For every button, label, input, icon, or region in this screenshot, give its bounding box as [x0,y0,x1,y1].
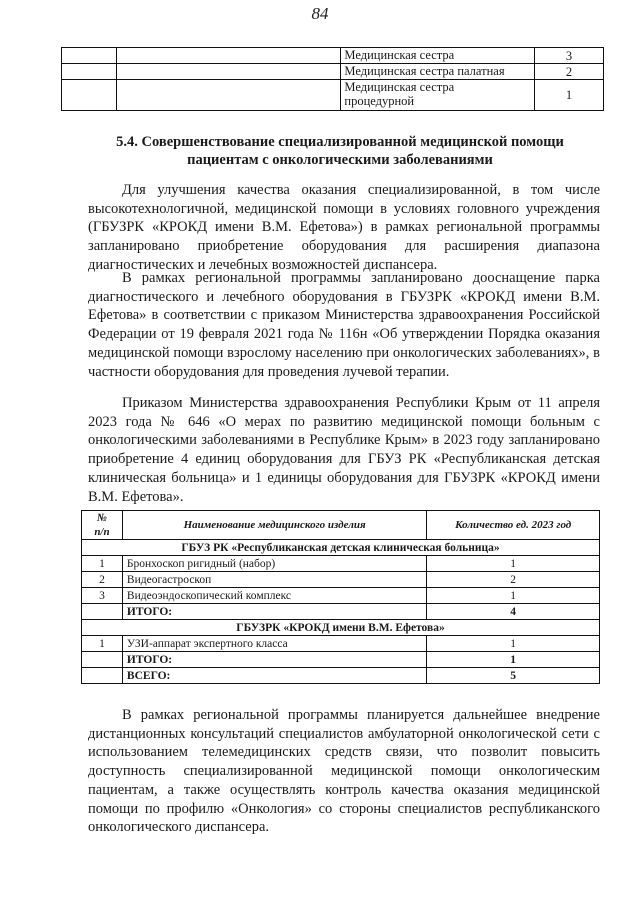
org-row [82,620,600,636]
row-number: 3 [82,588,123,604]
num-header [82,511,123,540]
table-row [82,636,600,652]
paragraph: Приказом Министерства здравоохранения Республики Крым от 11 апреля 2023 года № 646 «О мерах по развитию медицинской помощи больным с онкологическими заболеваниями в Республике Крым» в 2023 году запланировано приобретение 4 единиц оборудования для ГБУЗ РК «Республиканская детская клиническая больница» и 1 единицы оборудования для ГБУЗРК «КРОКД имени В.М. Ефетова». [88,395,600,505]
empty-cell [82,668,123,684]
empty-cell [62,80,117,111]
empty-cell [116,80,341,111]
item-qty: 2 [427,572,600,588]
table-row [82,588,600,604]
row-number: 1 [82,636,123,652]
item-qty: 1 [427,636,600,652]
num-header-line: № [96,512,107,524]
table-row [62,80,604,111]
grand-total-label: ВСЕГО: [122,668,426,684]
empty-cell [62,64,117,80]
grand-total-row [82,668,600,684]
empty-cell [82,604,123,620]
item-name: Видеогастроскоп [122,572,426,588]
item-name: УЗИ-аппарат экспертного класса [122,636,426,652]
item-name: Видеоэндоскопический комплекс [122,588,426,604]
total-row [82,652,600,668]
total-label: ИТОГО: [122,652,426,668]
section-title [80,133,600,169]
total-label: ИТОГО: [122,604,426,620]
section-title-line: пациентам с онкологическими заболеваниями [187,152,493,168]
empty-cell [116,48,341,64]
equipment-table [81,510,600,684]
paragraph: В рамках региональной программы планируется дальнейшее внедрение дистанционных консультаций специалистов амбулаторной онкологической сети с использованием телемедицинских средств связи, что позволит повысить доступность специализированной медицинской помощи онкологическим пациентам, а также осуществлять контроль качества оказания медицинской помощи по профилю «Онкология» со стороны специалистов республиканского онкологического диспансера. [88,707,600,836]
table-row [82,556,600,572]
item-qty: 1 [427,588,600,604]
role-line: Медицинская сестра [344,80,455,94]
num-header-line: п/п [94,526,110,538]
table-header-row [82,511,600,540]
org-name: ГБУЗ РК «Республиканская детская клиническая больница» [82,540,600,556]
org-name: ГБУЗРК «КРОКД имени В.М. Ефетова» [82,620,600,636]
total-value: 1 [427,652,600,668]
qty-header: Количество ед. 2023 год [427,511,600,540]
item-qty: 1 [427,556,600,572]
role-cell [341,80,535,111]
page-number: 84 [311,4,329,23]
total-value: 4 [427,604,600,620]
staff-table [61,47,604,111]
table-row [82,572,600,588]
row-number: 2 [82,572,123,588]
org-row [82,540,600,556]
table-row [62,64,604,80]
count-cell: 1 [535,80,604,111]
table-row [62,48,604,64]
count-cell: 2 [535,64,604,80]
paragraph: В рамках региональной программы запланировано дооснащение парка диагностического и лечебного оборудования в ГБУЗРК «КРОКД имени В.М. Ефетова» в соответствии с приказом Министерства здравоохранения Российской Федерации от 19 февраля 2021 года № 116н «Об утверждении Порядка оказания медицинской помощи взрослому населению при онкологических заболеваниях», в частности оборудования для проведения лучевой терапии. [88,270,600,380]
empty-cell [82,652,123,668]
item-name: Бронхоскоп ригидный (набор) [122,556,426,572]
paragraph: Для улучшения качества оказания специализированной, в том числе высокотехнологичной, медицинской помощи в условиях головного учреждения (ГБУЗРК «КРОКД имени В.М. Ефетова») в рамках региональной программы запланировано приобретение оборудования для расширения диапазона диагностических и лечебных возможностей диспансера. [88,182,600,273]
role-cell: Медицинская сестра палатная [341,64,535,80]
grand-total-value: 5 [427,668,600,684]
count-cell: 3 [535,48,604,64]
name-header: Наименование медицинского изделия [122,511,426,540]
role-line: процедурной [344,94,415,108]
section-title-line: 5.4. Совершенствование специализированной медицинской помощи [116,134,564,150]
total-row [82,604,600,620]
empty-cell [116,64,341,80]
empty-cell [62,48,117,64]
role-cell: Медицинская сестра [341,48,535,64]
row-number: 1 [82,556,123,572]
